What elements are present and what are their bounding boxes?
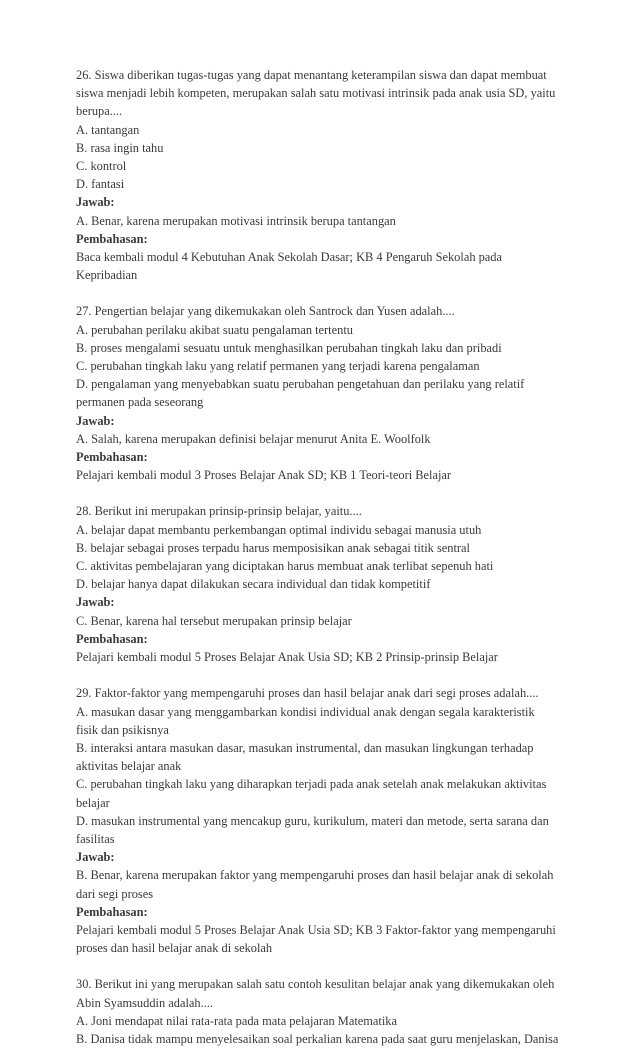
option-d-continued: fasilitas [76, 831, 115, 846]
discussion-label: Pembahasan: [76, 904, 148, 919]
option-d: D. fantasi [76, 177, 125, 192]
answer-label: Jawab: [76, 413, 115, 428]
question-text: 30. Berikut ini yang merupakan salah satu contoh kesulitan belajar anak yang dikemukakan oleh [76, 977, 555, 992]
answer-text: B. Benar, karena merupakan faktor yang mempengaruhi proses dan hasil belajar anak di sekolah [76, 868, 554, 883]
option-d: D. pengalaman yang menyebabkan suatu perubahan pengetahuan dan perilaku yang relatif [76, 377, 525, 392]
option-c: C. aktivitas pembelajaran yang diciptakan harus membuat anak terlibat sepenuh hati [76, 559, 494, 574]
option-a: A. Joni mendapat nilai rata-rata pada mata pelajaran Matematika [76, 1013, 397, 1028]
discussion-label: Pembahasan: [76, 450, 148, 465]
option-a: A. belajar dapat membantu perkembangan optimal individu sebagai manusia utuh [76, 522, 482, 537]
question-text: 29. Faktor-faktor yang mempengaruhi proses dan hasil belajar anak dari segi proses adalah.... [76, 686, 539, 701]
answer-text: C. Benar, karena hal tersebut merupakan prinsip belajar [76, 613, 352, 628]
option-b: B. proses mengalami sesuatu untuk menghasilkan perubahan tingkah laku dan pribadi [76, 340, 502, 355]
option-c: C. perubahan tingkah laku yang diharapkan terjadi pada anak setelah anak melakukan aktivitas [76, 777, 547, 792]
question-28 [76, 502, 568, 666]
question-29 [76, 684, 568, 957]
option-a: A. masukan dasar yang menggambarkan kondisi individual anak dengan segala karakteristik [76, 704, 535, 719]
option-b-continued: aktivitas belajar anak [76, 759, 182, 774]
option-b: B. belajar sebagai proses terpadu harus memposisikan anak sebagai titik sentral [76, 540, 470, 555]
option-c: C. kontrol [76, 159, 127, 174]
answer-label: Jawab: [76, 850, 115, 865]
discussion-text: Baca kembali modul 4 Kebutuhan Anak Sekolah Dasar; KB 4 Pengaruh Sekolah pada [76, 250, 503, 265]
question-text: siswa menjadi lebih kompeten, merupakan salah satu motivasi intrinsik pada anak usia SD, yaitu [76, 86, 556, 101]
spacer [76, 284, 568, 302]
answer-label: Jawab: [76, 595, 115, 610]
question-text: Abin Syamsuddin adalah.... [76, 995, 213, 1010]
question-text: 28. Berikut ini merupakan prinsip-prinsip belajar, yaitu.... [76, 504, 362, 519]
option-b: B. interaksi antara masukan dasar, masukan instrumental, dan masukan lingkungan terhadap [76, 740, 534, 755]
question-text: 26. Siswa diberikan tugas-tugas yang dapat menantang keterampilan siswa dan dapat membuat [76, 68, 547, 82]
answer-text: A. Benar, karena merupakan motivasi intrinsik berupa tantangan [76, 213, 396, 228]
document-page [76, 66, 568, 1048]
option-a: A. perubahan perilaku akibat suatu pengalaman tertentu [76, 322, 353, 337]
spacer [76, 957, 568, 975]
answer-text: A. Salah, karena merupakan definisi belajar menurut Anita E. Woolfolk [76, 431, 431, 446]
answer-label: Jawab: [76, 195, 115, 210]
option-d-continued: permanen pada seseorang [76, 395, 204, 410]
option-b: B. Danisa tidak mampu menyelesaikan soal perkalian karena pada saat guru menjelaskan, Danisa [76, 1031, 559, 1046]
spacer [76, 484, 568, 502]
discussion-text: Kepribadian [76, 268, 138, 283]
discussion-label: Pembahasan: [76, 631, 148, 646]
answer-text: dari segi proses [76, 886, 154, 901]
option-a: A. tantangan [76, 122, 140, 137]
question-30 [76, 975, 568, 1048]
question-text: berupa.... [76, 104, 123, 119]
option-d: D. masukan instrumental yang mencakup guru, kurikulum, materi dan metode, serta sarana dan [76, 813, 549, 828]
question-text: 27. Pengertian belajar yang dikemukakan oleh Santrock dan Yusen adalah.... [76, 304, 455, 319]
discussion-text: proses dan hasil belajar anak di sekolah [76, 941, 273, 956]
discussion-text: Pelajari kembali modul 3 Proses Belajar Anak SD; KB 1 Teori-teori Belajar [76, 468, 452, 483]
discussion-text: Pelajari kembali modul 5 Proses Belajar Anak Usia SD; KB 2 Prinsip-prinsip Belajar [76, 650, 498, 665]
discussion-label: Pembahasan: [76, 231, 148, 246]
question-26 [76, 66, 568, 284]
spacer [76, 666, 568, 684]
option-a-continued: fisik dan psikisnya [76, 722, 169, 737]
option-c: C. perubahan tingkah laku yang relatif permanen yang terjadi karena pengalaman [76, 359, 480, 374]
option-b: B. rasa ingin tahu [76, 140, 164, 155]
question-27 [76, 302, 568, 484]
option-d: D. belajar hanya dapat dilakukan secara individual dan tidak kompetitif [76, 577, 431, 592]
discussion-text: Pelajari kembali modul 5 Proses Belajar Anak Usia SD; KB 3 Faktor-faktor yang mempengaruhi [76, 922, 556, 937]
option-c-continued: belajar [76, 795, 110, 810]
